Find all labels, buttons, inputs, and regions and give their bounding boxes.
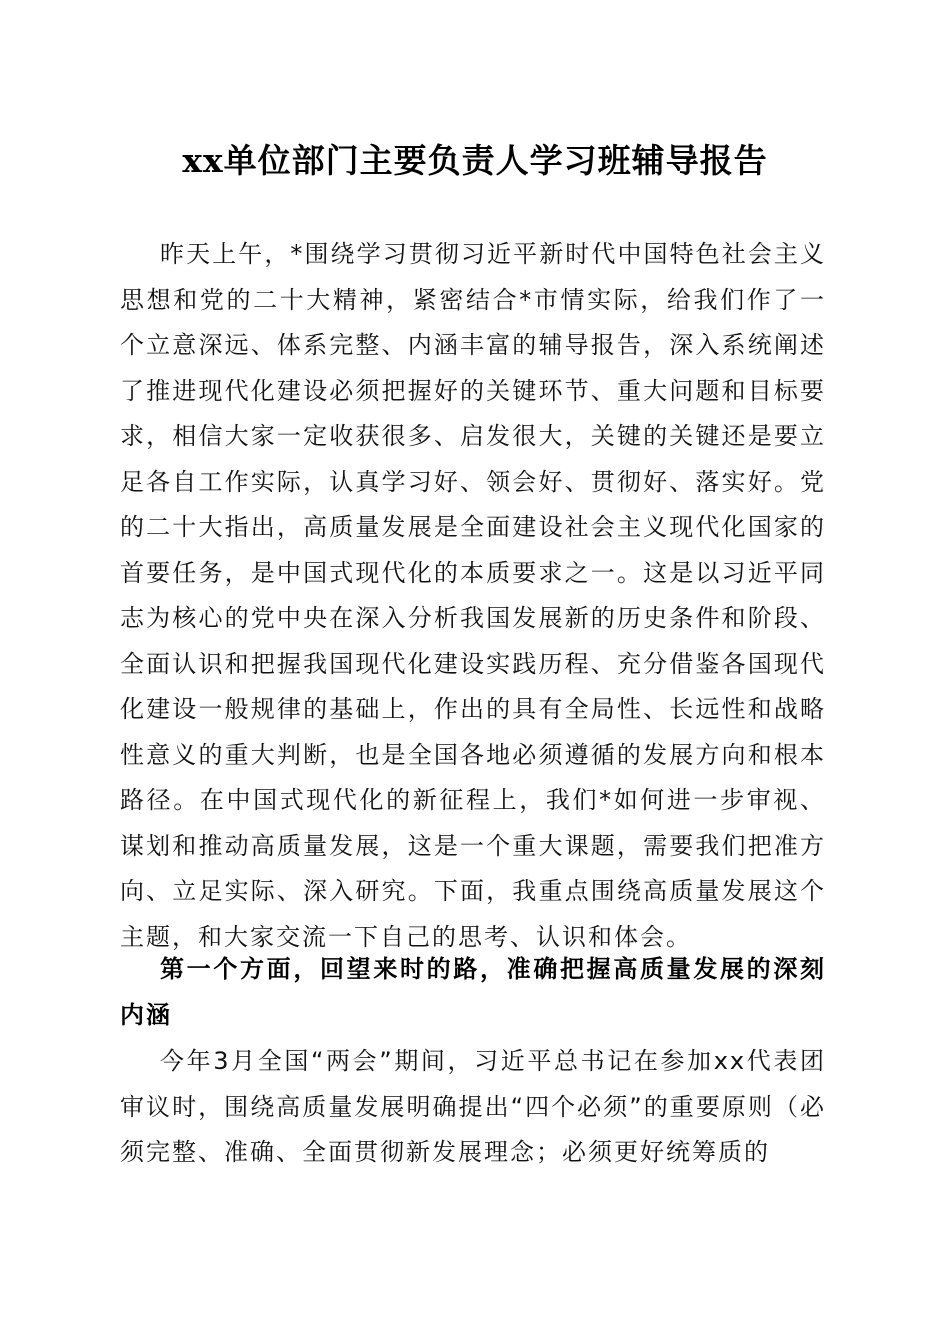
section-paragraph: 今年3月全国“两会”期间，习近平总书记在参加xx代表团审议时，围绕高质量发展明确提出“四个必须”的重要原则（必须完整、准确、全面贯彻新发展理念；必须更好统筹质的 bbox=[120, 1047, 826, 1166]
section-heading: 第一个方面，回望来时的路，准确把握高质量发展的深刻内涵 bbox=[120, 954, 826, 1029]
document-title: xx单位部门主要负责人学习班辅导报告 bbox=[182, 141, 768, 180]
intro-paragraph: 昨天上午，*围绕学习贯彻习近平新时代中国特色社会主义思想和党的二十大精神，紧密结合*市情实际，给我们作了一个立意深远、体系完整、内涵丰富的辅导报告，深入系统阐述了推进现代化建设必须把握好的关键环节、重大问题和目标要求，相信大家一定收获很多、启发很大，关键的关键还是要立足各自工作实际，认真学习好、领会好、贯彻好、落实好。党的二十大指出，高质量发展是全面建设社会主义现代化国家的首要任务，是中国式现代化的本质要求之一。这是以习近平同志为核心的党中央在深入分析我国发展新的历史条件和阶段、全面认识和把握我国现代化建设实践历程、充分借鉴各国现代化建设一般规律的基础上，作出的具有全局性、长远性和战略性意义的重大判断，也是全国各地必须遵循的发展方向和根本路径。在中国式现代化的新征程上，我们*如何进一步审视、谋划和推动高质量发展，这是一个重大课题，需要我们把准方向、立足实际、深入研究。下面，我重点围绕高质量发展这个主题，和大家交流一下自己的思考、认识和体会。 bbox=[120, 240, 826, 951]
